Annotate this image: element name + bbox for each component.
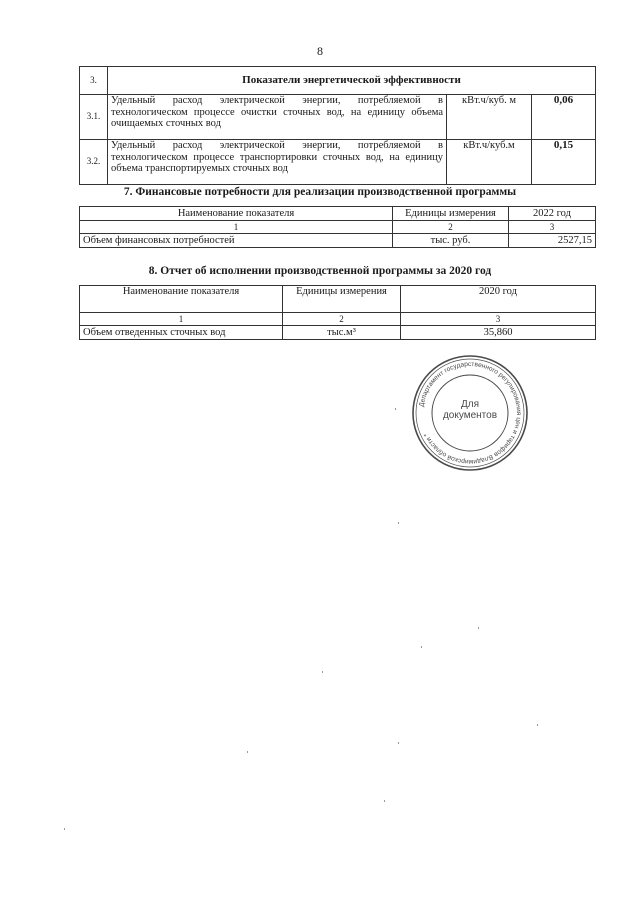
column-header: 2022 год (509, 207, 596, 221)
table-header-row (80, 286, 596, 313)
column-index: 1 (80, 221, 393, 234)
row-value: 0,06 (532, 95, 596, 140)
row-unit: тыс.м³ (283, 326, 401, 340)
column-index: 1 (80, 313, 283, 326)
section-number: 3. (80, 67, 108, 95)
scan-speck (247, 751, 248, 753)
row-name: Объем отведенных сточных вод (80, 326, 283, 340)
scan-speck (421, 646, 422, 648)
scan-speck (398, 742, 399, 744)
scan-speck (395, 408, 396, 410)
stamp-ring-text: Департамент государственного регулирования цен и тарифов Владимирской области * (418, 360, 523, 466)
section-7-heading: 7. Финансовые потребности для реализации производственной программы (123, 186, 517, 198)
row-description: Удельный расход электрической энергии, потребляемой в технологическом процессе очистки сточных вод, на единицу объема очищаемых сточных вод (108, 95, 447, 140)
scan-speck (398, 522, 399, 524)
scan-speck (537, 724, 538, 726)
column-header: Наименование показателя (80, 286, 283, 313)
energy-efficiency-table (79, 66, 596, 185)
official-stamp (410, 353, 530, 473)
column-header: Единицы измерения (283, 286, 401, 313)
scan-speck (64, 828, 65, 830)
table-row (80, 140, 596, 185)
row-number: 3.2. (80, 140, 108, 185)
column-header: Единицы измерения (393, 207, 509, 221)
row-unit: кВт.ч/куб.м (447, 140, 532, 185)
financial-needs-table (79, 206, 596, 248)
page-number: 8 (317, 44, 323, 58)
row-unit: тыс. руб. (393, 234, 509, 248)
scan-speck (322, 671, 323, 673)
stamp-center-text: Для документов (442, 399, 498, 421)
column-index-row (80, 221, 596, 234)
table-row (80, 326, 596, 340)
column-index: 3 (509, 221, 596, 234)
row-value: 2527,15 (509, 234, 596, 248)
section-8-heading: 8. Отчет об исполнении производственной программы за 2020 год (148, 265, 492, 277)
row-value: 35,860 (401, 326, 596, 340)
row-value: 0,15 (532, 140, 596, 185)
scan-speck (478, 627, 479, 629)
table-row (80, 234, 596, 248)
column-index: 2 (283, 313, 401, 326)
column-index: 3 (401, 313, 596, 326)
row-number: 3.1. (80, 95, 108, 140)
column-header: 2020 год (401, 286, 596, 313)
scan-speck (384, 800, 385, 802)
section-title: Показатели энергетической эффективности (108, 67, 596, 95)
table-row (80, 95, 596, 140)
table-header-row (80, 67, 596, 95)
row-name: Объем финансовых потребностей (80, 234, 393, 248)
row-unit: кВт.ч/куб. м (447, 95, 532, 140)
program-report-table (79, 285, 596, 340)
column-index-row (80, 313, 596, 326)
column-index: 2 (393, 221, 509, 234)
row-description: Удельный расход электрической энергии, потребляемой в технологическом процессе транспортировки сточных вод, на единицу объема транспортируемых сточных вод (108, 140, 447, 185)
column-header: Наименование показателя (80, 207, 393, 221)
table-header-row (80, 207, 596, 221)
